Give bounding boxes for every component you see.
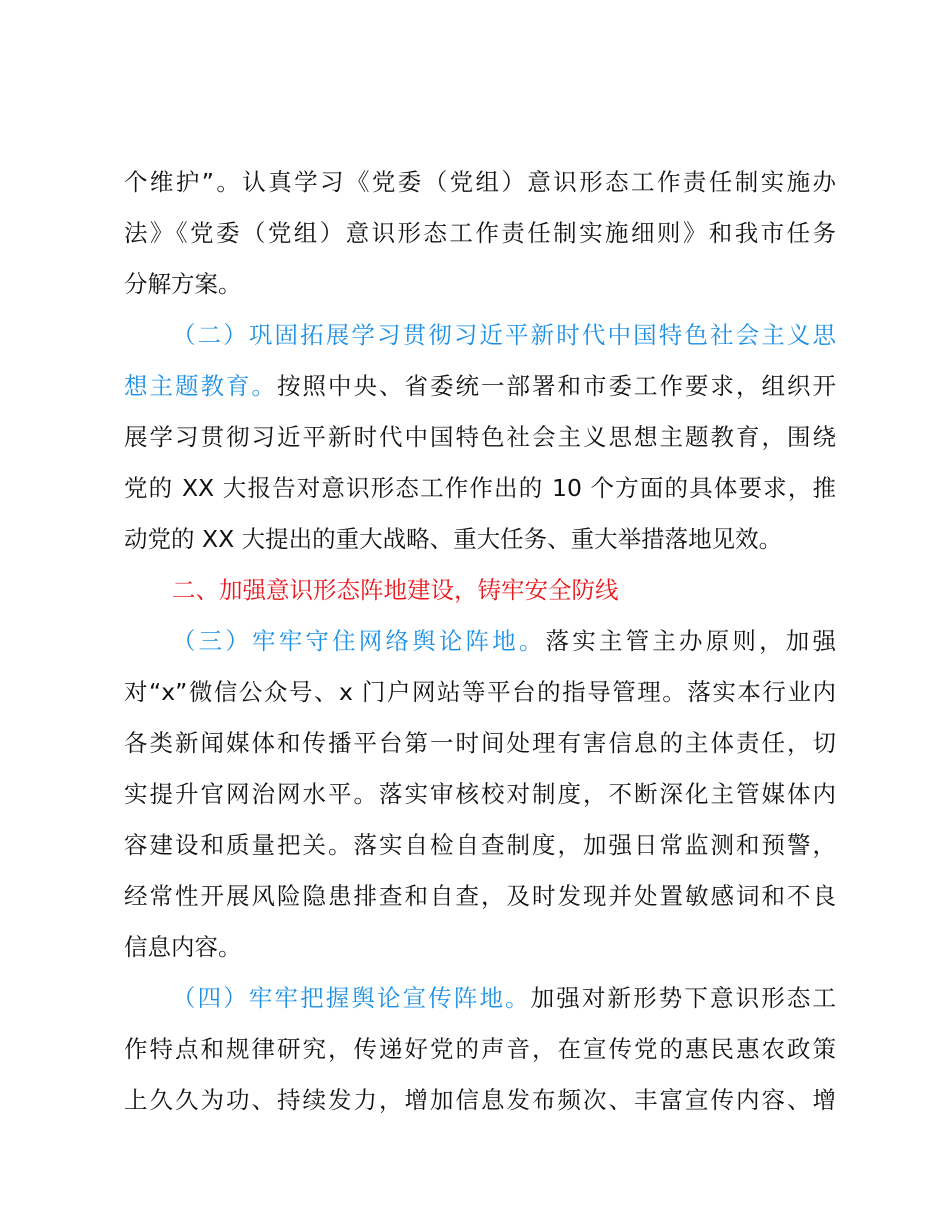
sec4-line-2: 作特点和规律研究，传递好党的声音，在宣传党的惠民惠农政策	[124, 1035, 836, 1063]
sec4-heading: （四）牢牢把握舆论宣传阵地。	[172, 984, 531, 1012]
sec4-line-1	[172, 982, 836, 1014]
sec3-line-5: 容建设和质量把关。落实自检自查制度，加强日常监测和预警，	[124, 831, 836, 859]
intro-line-1: 个维护”。认真学习《党委（党组）意识形态工作责任制实施办	[124, 168, 836, 196]
intro-line-3: 分解方案。	[124, 270, 242, 298]
intro-line-2: 法》《党委（党组）意识形态工作责任制实施细则》和我市任务	[124, 219, 836, 247]
sec2-line-5: 动党的 XX 大提出的重大战略、重大任务、重大举措落地见效。	[124, 525, 783, 553]
sec2-line-2	[124, 370, 836, 402]
sec2-line-4: 党的 XX 大报告对意识形态工作作出的 10 个方面的具体要求，推	[124, 474, 836, 502]
sec2-heading-line-1: （二）巩固拓展学习贯彻习近平新时代中国特色社会主义思	[172, 321, 836, 349]
sec2-heading-end: 想主题教育。	[124, 372, 277, 400]
sec3-line-1	[172, 625, 836, 657]
sec4-line-3: 上久久为功、持续发力，增加信息发布频次、丰富宣传内容、增	[124, 1086, 836, 1114]
sec3-line-7: 信息内容。	[124, 933, 242, 961]
sec3-line-1-text: 落实主管主办原则，加强	[545, 627, 836, 655]
section-title: 二、加强意识形态阵地建设，铸牢安全防线	[172, 576, 619, 604]
sec4-line-1-text: 加强对新形势下意识形态工	[530, 984, 836, 1012]
sec2-line-2-text: 按照中央、省委统一部署和市委工作要求，组织开	[277, 372, 836, 400]
sec3-heading: （三）牢牢守住网络舆论阵地。	[172, 627, 546, 655]
sec3-line-3: 各类新闻媒体和传播平台第一时间处理有害信息的主体责任，切	[124, 729, 836, 757]
sec3-line-2: 对“x”微信公众号、x 门户网站等平台的指导管理。落实本行业内	[124, 678, 836, 706]
sec2-line-3: 展学习贯彻习近平新时代中国特色社会主义思想主题教育，围绕	[124, 423, 836, 451]
sec3-line-4: 实提升官网治网水平。落实审核校对制度，不断深化主管媒体内	[124, 780, 836, 808]
sec3-line-6: 经常性开展风险隐患排查和自查，及时发现并处置敏感词和不良	[124, 882, 836, 910]
